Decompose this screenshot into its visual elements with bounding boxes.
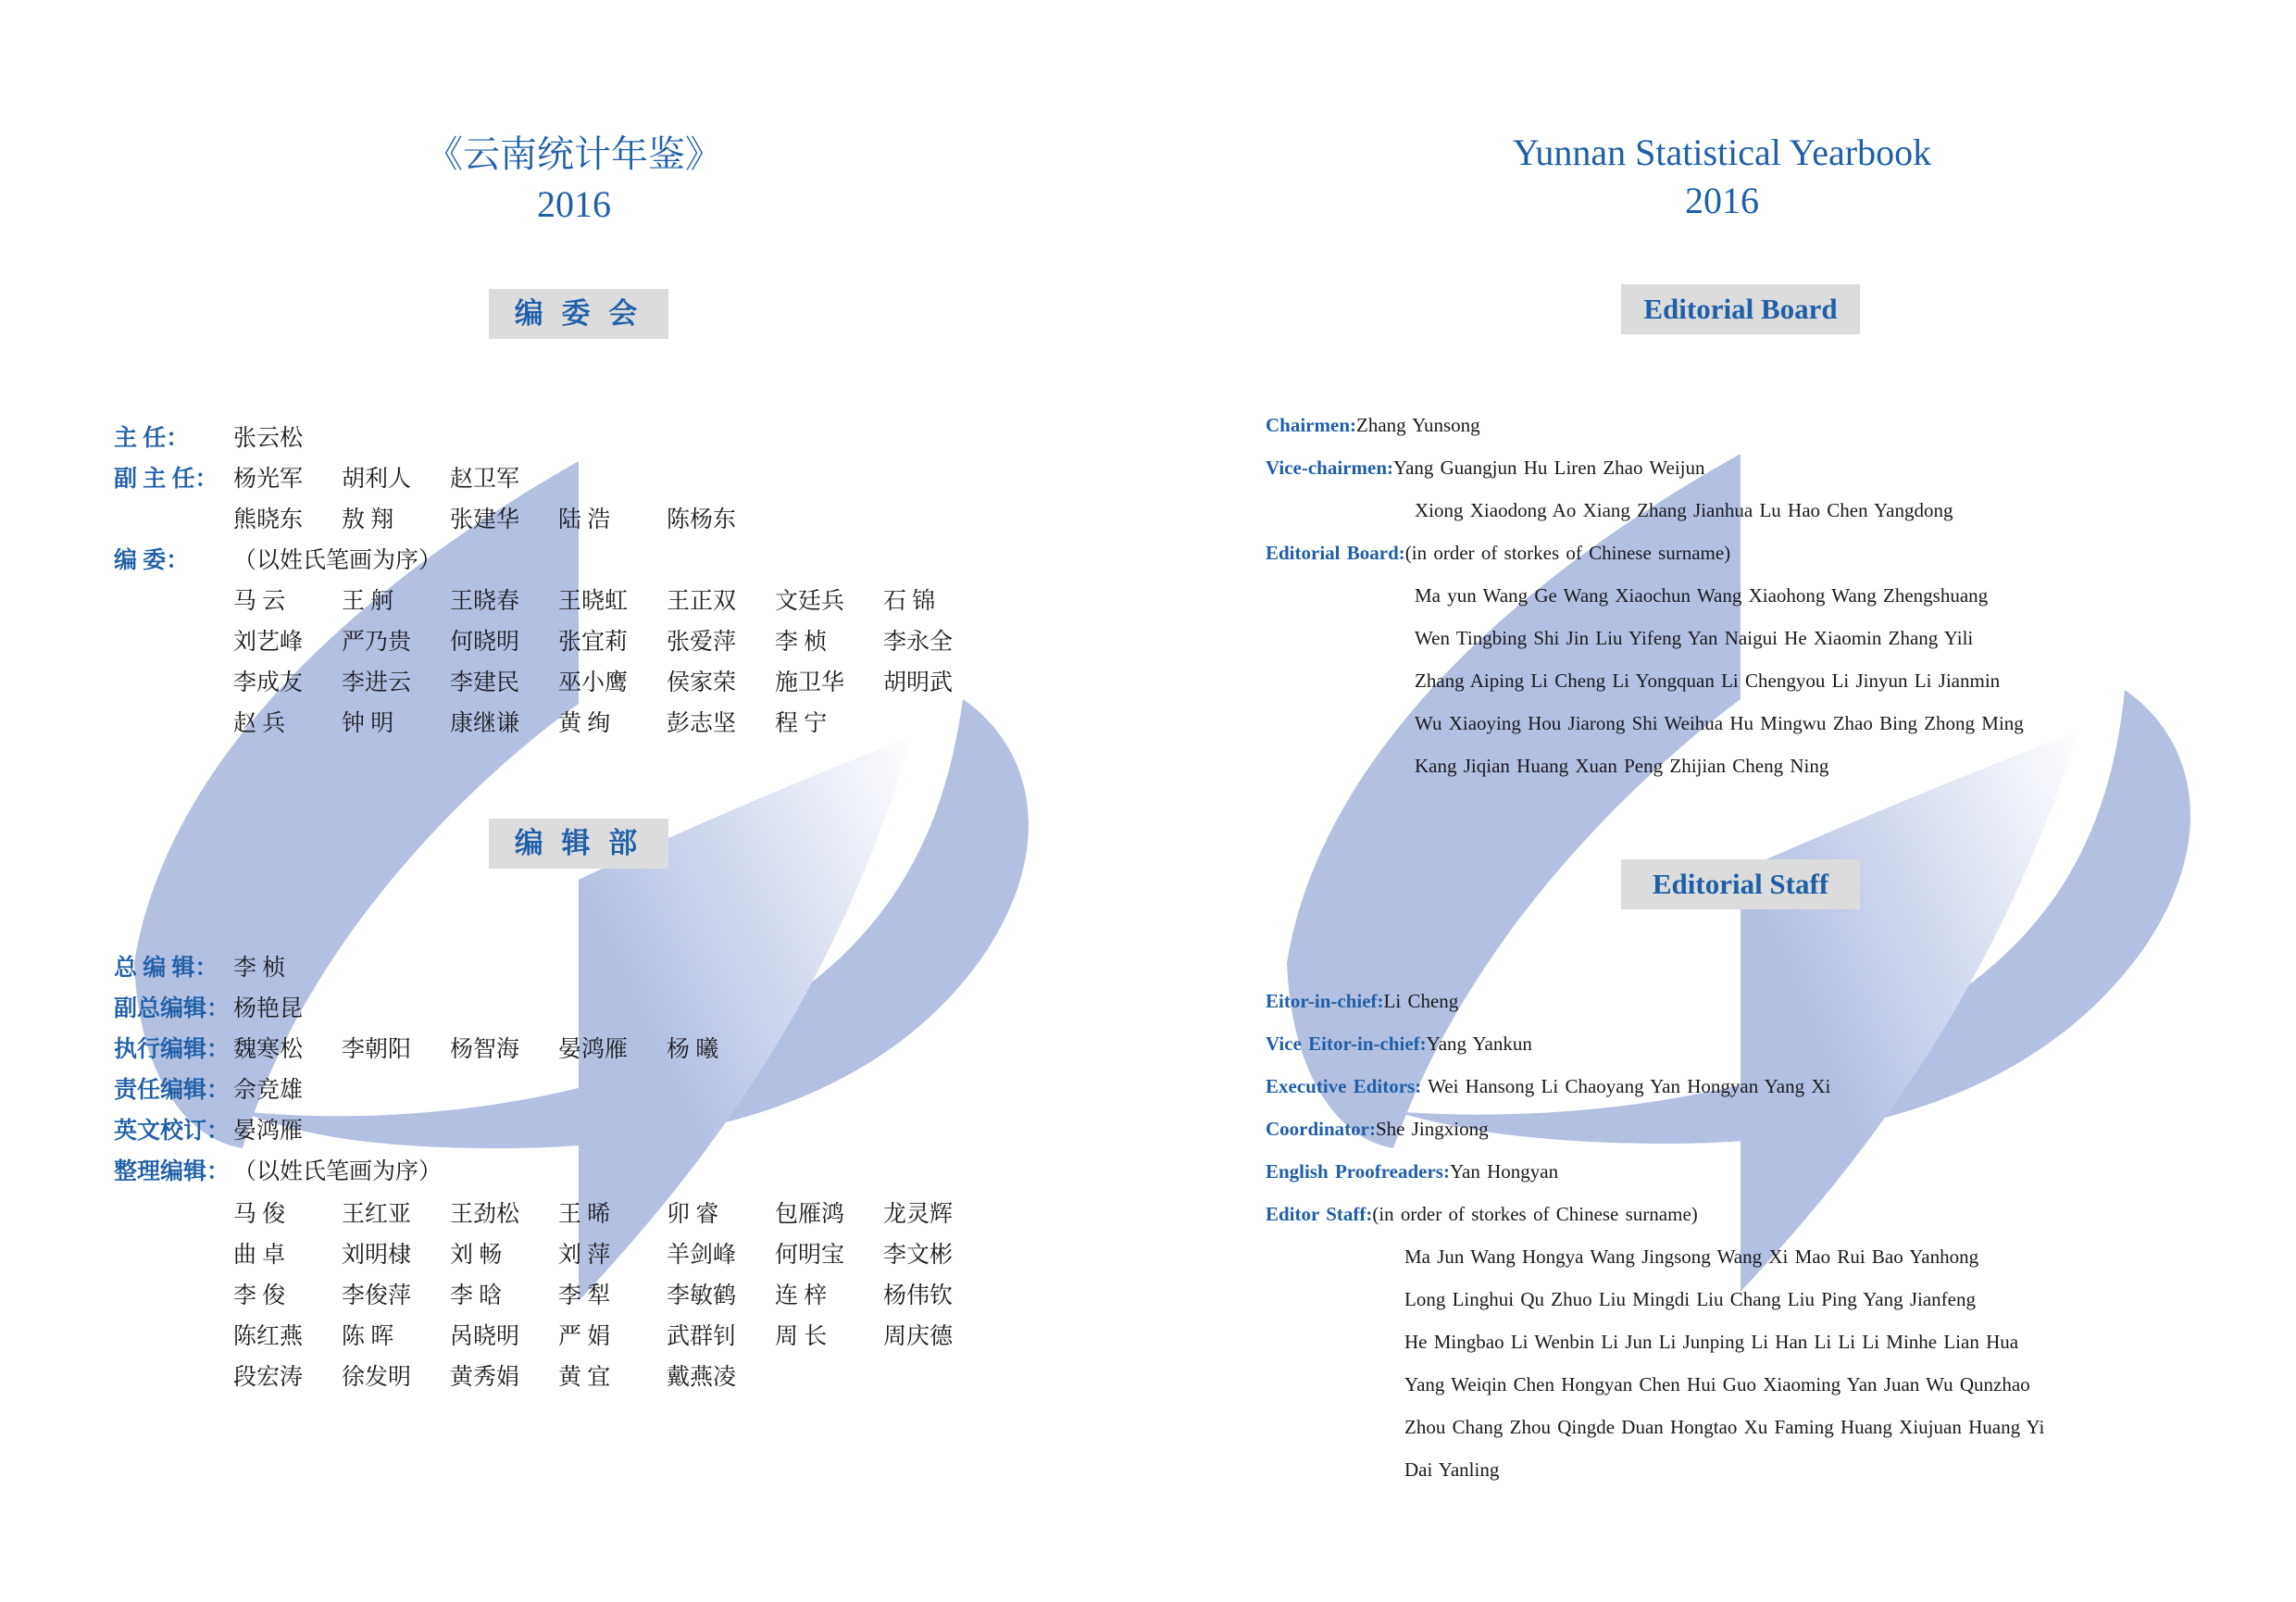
board-heading-en: Editorial Board	[1621, 284, 1860, 334]
vice-chair-row-1-cn	[233, 459, 992, 500]
chair-name-cn: 张云松	[233, 426, 304, 451]
name-cell: 卯 睿	[667, 1202, 719, 1227]
name-cell: 张宜莉	[558, 630, 629, 655]
members-names-en: Zhang Aiping Li Cheng Li Yongquan Li Chengyou Li Jinyun Li Jianmin	[1415, 670, 2001, 692]
chair-name-en: Zhang Yunsong	[1356, 414, 1480, 436]
chief-editor-name-cn: 李 桢	[233, 956, 286, 981]
name-cell: 熊晓东	[233, 507, 304, 532]
name-cell: 马 云	[233, 589, 286, 614]
name-cell: 周 长	[775, 1324, 828, 1349]
name-cell: 石 锦	[883, 589, 936, 614]
name-cell: 钟 明	[342, 711, 394, 736]
org-editor-row-cn	[233, 1276, 992, 1317]
proofreader-label-cn: 英文校订：	[114, 1119, 231, 1144]
vice-chief-line-en	[1266, 1022, 1532, 1065]
name-cell: 文廷兵	[775, 589, 845, 614]
name-cell: 李朝阳	[342, 1037, 412, 1062]
yearbook-year-cn: 2016	[537, 183, 611, 225]
right-page	[1148, 0, 2296, 1602]
name-cell: 王劲松	[450, 1202, 520, 1227]
chair-label-en: Chairmen:	[1266, 414, 1356, 436]
members-names-en: Ma yun Wang Ge Wang Xiaochun Wang Xiaohong Wang Zhengshuang	[1415, 584, 1989, 607]
editor-staff-names-en: Ma Jun Wang Hongya Wang Jingsong Wang Xi Mao Rui Bao Yanhong	[1404, 1245, 1979, 1268]
name-cell: 胡明武	[883, 670, 954, 695]
members-row-cn	[233, 622, 992, 663]
org-editor-label-cn: 整理编辑：	[114, 1159, 231, 1184]
name-cell: 杨伟钦	[883, 1283, 954, 1308]
name-cell: 陈 晖	[342, 1324, 394, 1349]
members-note-cn: （以姓氏笔画为序）	[233, 548, 443, 573]
editor-staff-names-en: Yang Weiqin Chen Hongyan Chen Hui Guo Xiaoming Yan Juan Wu Qunzhao	[1404, 1373, 2030, 1395]
vice-chair-row-2-cn	[233, 500, 992, 541]
name-cell: 巫小鹰	[558, 670, 629, 695]
name-cell: 杨 曦	[667, 1037, 719, 1062]
name-cell: 刘艺峰	[233, 630, 304, 655]
name-cell: 李俊萍	[342, 1283, 412, 1308]
name-cell: 周庆德	[883, 1324, 954, 1349]
editor-staff-names-en: Zhou Chang Zhou Qingde Duan Hongtao Xu Faming Huang Xiujuan Huang Yi	[1404, 1416, 2045, 1438]
name-cell: 陆 浩	[558, 507, 611, 532]
members-row-cn	[233, 704, 992, 745]
name-cell: 王正双	[667, 589, 737, 614]
name-cell: 严乃贵	[342, 630, 412, 655]
name-cell: 王晓虹	[558, 589, 629, 614]
vice-chief-label-en: Vice Eitor-in-chief:	[1266, 1033, 1427, 1055]
deputy-editor-name-cn: 杨艳昆	[233, 996, 304, 1021]
name-cell: 严 娟	[558, 1324, 611, 1349]
proofreader-name-en: Yan Hongyan	[1449, 1160, 1559, 1183]
name-cell: 康继谦	[450, 711, 520, 736]
members-names-en: Wen Tingbing Shi Jin Liu Yifeng Yan Naigui He Xiaomin Zhang Yili	[1415, 627, 1974, 649]
name-cell: 李 晗	[450, 1283, 503, 1308]
name-cell: 侯家荣	[667, 670, 737, 695]
vice-chair-label-cn: 副 主 任：	[114, 467, 218, 492]
name-cell: 李 俊	[233, 1283, 286, 1308]
proofreader-name-cn: 晏鸿雁	[233, 1119, 304, 1144]
members-row-cn	[233, 663, 992, 704]
yearbook-year-en: 2016	[1685, 180, 1759, 221]
members-label-en: Editorial Board:	[1266, 542, 1405, 564]
members-row-cn	[233, 582, 992, 622]
name-cell: 彭志坚	[667, 711, 737, 736]
coordinator-label-en: Coordinator:	[1266, 1118, 1376, 1140]
name-cell: 何明宝	[775, 1243, 845, 1268]
coordinator-name-en: She Jingxiong	[1376, 1118, 1489, 1140]
name-cell: 刘 畅	[450, 1243, 503, 1268]
name-cell: 王 舸	[342, 589, 394, 614]
name-cell: 李进云	[342, 670, 412, 695]
name-cell: 连 梓	[775, 1283, 828, 1308]
name-cell: 程 宁	[775, 711, 828, 736]
editor-staff-line-en	[1266, 1193, 1698, 1235]
exec-editor-label-en: Executive Editors:	[1266, 1075, 1422, 1097]
name-cell: 李文彬	[883, 1243, 954, 1268]
name-cell: 黄秀娟	[450, 1365, 520, 1390]
name-cell: 黄 宜	[558, 1365, 611, 1390]
members-note-en: (in order of storkes of Chinese surname)	[1404, 542, 1731, 564]
name-cell: 刘明棣	[342, 1243, 412, 1268]
name-cell: 赵 兵	[233, 711, 286, 736]
proofreader-line-en	[1266, 1150, 1558, 1193]
chair-label-cn: 主 任：	[114, 426, 190, 451]
name-cell: 敖 翔	[342, 507, 394, 532]
name-cell: 施卫华	[775, 670, 845, 695]
vice-chair-line-en	[1266, 446, 1705, 489]
name-cell: 黄 绚	[558, 711, 611, 736]
members-names-en: Wu Xiaoying Hou Jiarong Shi Weihua Hu Mingwu Zhao Bing Zhong Ming	[1415, 712, 2024, 734]
editor-staff-names-en: Long Linghui Qu Zhuo Liu Mingdi Liu Chang Liu Ping Yang Jianfeng	[1404, 1288, 1976, 1310]
chief-editor-name-en: Li Cheng	[1383, 990, 1459, 1012]
name-cell: 李敏鹤	[667, 1283, 737, 1308]
name-cell: 何晓明	[450, 630, 520, 655]
name-cell: 羊剑峰	[667, 1243, 737, 1268]
resp-editor-name-cn: 佘竞雄	[233, 1078, 304, 1103]
editor-staff-names-en: Dai Yanling	[1404, 1458, 1500, 1481]
chair-line-en	[1266, 404, 1480, 446]
chief-editor-line-en	[1266, 980, 1458, 1022]
org-editor-row-cn	[233, 1195, 992, 1235]
exec-editor-line-en	[1266, 1065, 1830, 1108]
name-cell: 李 桢	[775, 630, 828, 655]
name-cell: 晏鸿雁	[558, 1037, 629, 1062]
name-cell: 李建民	[450, 670, 520, 695]
editor-staff-note-en: (in order of storkes of Chinese surname)	[1372, 1203, 1698, 1225]
name-cell: 曲 卓	[233, 1243, 286, 1268]
name-cell: 武群钊	[667, 1324, 737, 1349]
name-cell: 马 俊	[233, 1202, 286, 1227]
org-editor-row-cn	[233, 1235, 992, 1276]
staff-heading-cn: 编 辑 部	[489, 819, 668, 869]
vice-chief-name-en: Yang Yankun	[1426, 1033, 1532, 1055]
name-cell: 杨智海	[450, 1037, 520, 1062]
name-cell: 包雁鸿	[775, 1202, 845, 1227]
name-cell: 张爱萍	[667, 630, 737, 655]
editor-staff-names-en: He Mingbao Li Wenbin Li Jun Li Junping Li Han Li Li Li Minhe Lian Hua	[1404, 1331, 2019, 1353]
name-cell: 赵卫军	[450, 467, 520, 492]
chief-editor-label-en: Eitor-in-chief:	[1266, 990, 1384, 1012]
board-heading-cn: 编 委 会	[489, 289, 668, 339]
vice-chair-names-en: Yang Guangjun Hu Liren Zhao Weijun	[1393, 457, 1705, 479]
deputy-editor-label-cn: 副总编辑：	[114, 996, 231, 1021]
name-cell: 段宏涛	[233, 1365, 304, 1390]
org-editor-row-cn	[233, 1358, 992, 1398]
name-cell: 陈红燕	[233, 1324, 304, 1349]
vice-chair-names-2-en: Xiong Xiaodong Ao Xiang Zhang Jianhua Lu Hao Chen Yangdong	[1415, 499, 1953, 521]
name-cell: 呙晓明	[450, 1324, 520, 1349]
name-cell: 杨光军	[233, 467, 304, 492]
name-cell: 徐发明	[342, 1365, 412, 1390]
name-cell: 胡利人	[342, 467, 412, 492]
chief-editor-label-cn: 总 编 辑：	[114, 956, 218, 981]
members-label-cn: 编 委：	[114, 548, 190, 573]
name-cell: 王晓春	[450, 589, 520, 614]
name-cell: 李永全	[883, 630, 954, 655]
proofreader-label-en: English Proofreaders:	[1266, 1160, 1450, 1183]
members-names-en: Kang Jiqian Huang Xuan Peng Zhijian Cheng Ning	[1415, 755, 1829, 777]
name-cell: 刘 萍	[558, 1243, 611, 1268]
vice-chair-label-en: Vice-chairmen:	[1266, 457, 1393, 479]
org-editor-row-cn	[233, 1317, 992, 1358]
yearbook-title-cn: 《云南统计年鉴》	[426, 133, 722, 175]
name-cell: 魏寒松	[233, 1037, 304, 1062]
org-editor-note-cn: （以姓氏笔画为序）	[233, 1159, 443, 1184]
name-cell: 王红亚	[342, 1202, 412, 1227]
exec-editor-names-en: Wei Hansong Li Chaoyang Yan Hongyan Yang Xi	[1421, 1075, 1831, 1097]
exec-editor-row-cn	[233, 1030, 992, 1070]
name-cell: 王 晞	[558, 1202, 611, 1227]
name-cell: 龙灵辉	[883, 1202, 954, 1227]
editor-staff-label-en: Editor Staff:	[1266, 1203, 1373, 1225]
staff-heading-en: Editorial Staff	[1621, 859, 1860, 909]
name-cell: 李 犁	[558, 1283, 611, 1308]
name-cell: 戴燕凌	[667, 1365, 737, 1390]
resp-editor-label-cn: 责任编辑：	[114, 1078, 231, 1103]
name-cell: 陈杨东	[667, 507, 737, 532]
coordinator-line-en	[1266, 1108, 1489, 1150]
yearbook-title-en: Yunnan Statistical Yearbook	[1512, 131, 1932, 173]
name-cell: 张建华	[450, 507, 520, 532]
members-line-en	[1266, 532, 1730, 574]
name-cell: 李成友	[233, 670, 304, 695]
exec-editor-label-cn: 执行编辑：	[114, 1037, 231, 1062]
